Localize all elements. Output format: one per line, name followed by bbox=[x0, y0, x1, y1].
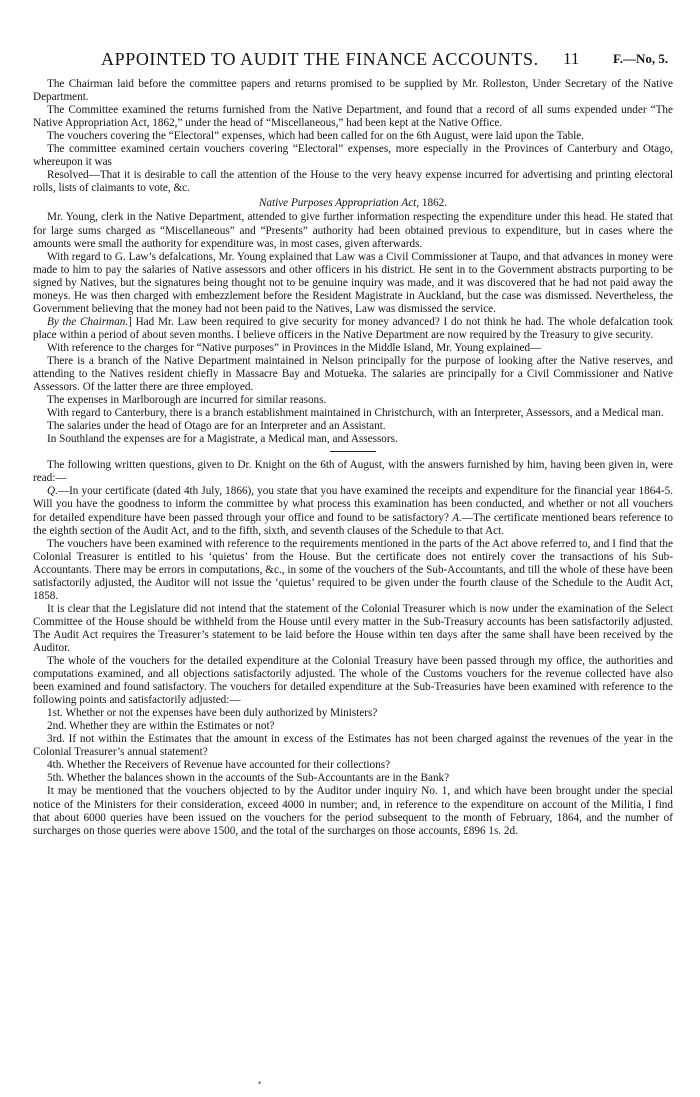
paragraph: The Committee examined the returns furnished from the Native Department, and found that a record of all sums expended under “The Native Appropriation Act, 1862,” under the head of “Miscellaneous,” had been kept at the Native Office. bbox=[33, 104, 673, 130]
list-item: 4th. Whether the Receivers of Revenue have accounted for their collections? bbox=[47, 759, 391, 772]
document-reference: F.—No, 5. bbox=[613, 51, 669, 66]
section-heading-italic: Native Purposes Appropriation Act, bbox=[258, 197, 420, 210]
paragraph: The expenses in Marlborough are incurred for similar reasons. bbox=[47, 394, 327, 407]
paragraph: With regard to Canterbury, there is a branch establishment maintained in Christchurch, with an Interpreter, Assessors, and a Medical man. bbox=[47, 407, 664, 420]
paragraph: The whole of the vouchers for the detailed expenditure at the Colonial Treasury have been passed through my office, the authorities and computations examined, and all objections satisfactorily adjusted. The whole of the Customs vouchers for the revenue collected have also been examined and found satisfactory. The vouchers for detailed expenditure at the Sub-Treasuries have been examined with reference to the following points and satisfactorily adjusted:— bbox=[33, 655, 673, 707]
list-item: 5th. Whether the balances shown in the accounts of the Sub-Accountants are in the Bank? bbox=[47, 772, 450, 785]
paragraph: In Southland the expenses are for a Magistrate, a Medical man, and Assessors. bbox=[47, 433, 398, 446]
speaker-text: ] Had Mr. Law been required to give security for money advanced? I do not think he had. The whole defalcation took place within a period of about seven months. I believe officers in the Native Department are now required by the Treasury to give security. bbox=[33, 315, 673, 341]
paragraph: It is clear that the Legislature did not intend that the statement of the Colonial Treasurer which is now under the examination of the Select Committee of the House should be withheld from the House until every matter in the Sub-Treasury accounts has been satisfactorily adjusted. The Audit Act requires the Treasurer’s statement to be laid before the House within ten days after the same shall have been received by the Auditor. bbox=[33, 602, 673, 654]
paragraph: The vouchers have been examined with reference to the requirements mentioned in the parts of the Act above referred to, and I find that the Colonial Treasurer is entitled to his ‘quietus’ from the House. But the certificate does not entirely cover the transactions of his Sub-Accountants. There may be errors in computations, &c., in some of the vouchers of the Sub-Accountants, and till the whole of these have been satisfactorily adjusted, the Auditor will not issue the ‘quietus’ required to be given under the fourth clause of the Schedule to the Audit Act, 1858. bbox=[33, 537, 673, 602]
paragraph: With regard to G. Law’s defalcations, Mr. Young explained that Law was a Civil Commissioner at Taupo, and that advances in money were made to him to pay the salaries of Native assessors and other officers in his district. He sent in to the Government abstracts purporting to be signed by Natives, but the signatures being thought not to be genuine inquiry was made, and it was discovered that he had not paid away the moneys. He was then charged with embezzlement before the Resident Magistrate in Auckland, but the case was dismissed. Nevertheless, the Government believing that the money had not been paid to the Natives, Law was dismissed the service. bbox=[33, 250, 673, 315]
section-divider bbox=[330, 451, 376, 452]
answer-text: —The certificate mentioned bears reference to the eighth section of the Audit Act, and to the fifth, sixth, and seventh clauses of the Schedule to that Act. bbox=[33, 511, 674, 537]
section-heading bbox=[33, 197, 673, 210]
paragraph: It may be mentioned that the vouchers objected to by the Auditor under inquiry No. 1, and which have been brought under the special notice of the Ministers for their consideration, exceed 4000 in number; and, in reference to the expenditure on account of the Militia, I find that about 6000 queries have been issued on the vouchers for the period subsequent to the month of February, 1864, and the number of surcharges on those queries were above 1500, and the total of the surcharges on those accounts, £896 1s. 2d. bbox=[33, 785, 673, 837]
page-title: APPOINTED TO AUDIT THE FINANCE ACCOUNTS. bbox=[101, 49, 539, 69]
page-number: 11 bbox=[563, 49, 580, 68]
paragraph: The committee examined certain vouchers covering “Electoral” expenses, more especially in the Provinces of Canterbury and Otago, whereupon it was bbox=[33, 143, 673, 169]
paragraph: With reference to the charges for “Native purposes” in Provinces in the Middle Island, Mr. Young explained— bbox=[47, 341, 542, 354]
resolution-paragraph: Resolved—That it is desirable to call the attention of the House to the very heavy expense incurred for advertising and printing electoral rolls, lists of claimants to vote, &c. bbox=[33, 169, 673, 195]
section-heading-year: 1862. bbox=[419, 197, 448, 210]
list-item: 3rd. If not within the Estimates that the amount in excess of the Estimates has not been charged against the revenues of the year in the Colonial Treasurer’s annual statement? bbox=[33, 733, 673, 759]
list-item: 2nd. Whether they are within the Estimates or not? bbox=[47, 720, 275, 733]
document-body bbox=[33, 78, 673, 838]
running-header bbox=[33, 49, 688, 71]
question-paragraph bbox=[33, 485, 673, 537]
paragraph: Mr. Young, clerk in the Native Department, attended to give further information respecting the expenditure under this head. He stated that for large sums charged as “Miscellaneous” and “Presents” authority had been obtained previous to expenditure, but in cases where the amounts were small the authority for expenditure was, in most cases, given afterwards. bbox=[33, 211, 673, 250]
printer-mark: • bbox=[258, 1078, 262, 1088]
list-item: 1st. Whether or not the expenses have been duly authorized by Ministers? bbox=[47, 707, 378, 720]
paragraph: The following written questions, given to Dr. Knight on the 6th of August, with the answers furnished by him, having been given in, were read:— bbox=[33, 459, 673, 485]
answer-label: A. bbox=[452, 511, 462, 524]
paragraph: There is a branch of the Native Department maintained in Nelson principally for the purpose of looking after the Native reserves, and attending to the Natives resident chiefly in Massacre Bay and Motueka. The salaries are principally for a Civil Commissioner and Native Assessors. Of the latter there are three employed. bbox=[33, 354, 673, 394]
speaker-label: By the Chairman. bbox=[47, 315, 129, 328]
paragraph: The Chairman laid before the committee papers and returns promised to be supplied by Mr. Rolleston, Under Secretary of the Native Department. bbox=[33, 78, 673, 104]
paragraph: The salaries under the head of Otago are for an Interpreter and an Assistant. bbox=[47, 420, 386, 433]
paragraph bbox=[33, 316, 673, 342]
question-text: —In your certificate (dated 4th July, 1866), you state that you have examined the receipts and expenditure for the financial year 1864-5. Will you have the goodness to inform the committee by what process this examination has been conducted, and whether or not all vouchers for detailed expenditure have been passed through your office and found to be satisfactory? bbox=[33, 485, 673, 524]
paragraph: The vouchers covering the “Electoral” expenses, which had been called for on the 6th August, were laid upon the Table. bbox=[47, 130, 585, 143]
question-label: Q. bbox=[47, 485, 58, 498]
